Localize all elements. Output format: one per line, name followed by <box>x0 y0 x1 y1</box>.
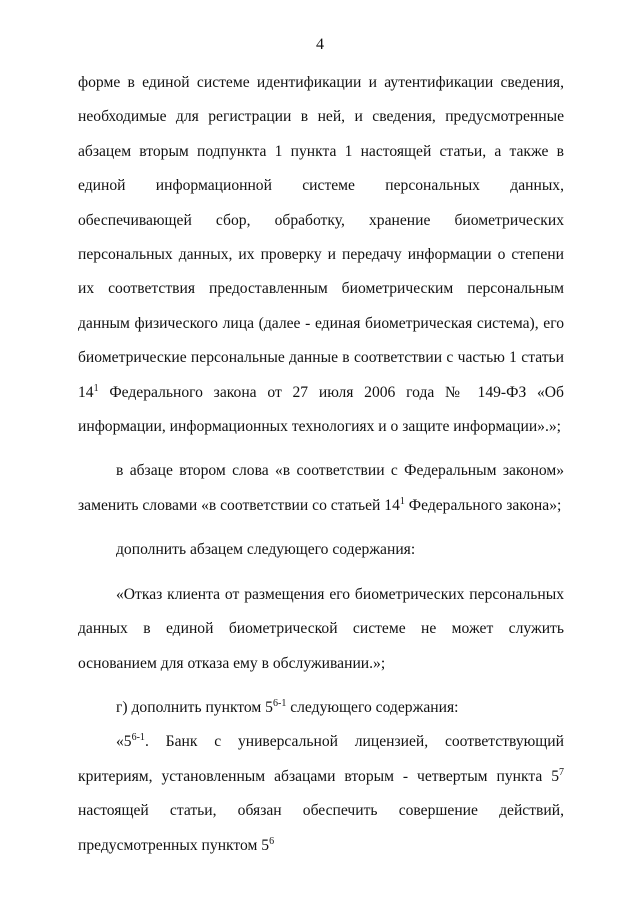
paragraph-3: дополнить абзацем следующего содержания: <box>116 541 416 559</box>
paragraph-6-text: . Банк с универсальной лицензией, соответствующий критериям, установленным абзацами вторым - четвертым пункта 5 <box>78 733 564 785</box>
page-number: 4 <box>316 36 324 53</box>
superscript: 7 <box>559 766 564 778</box>
superscript: 6-1 <box>272 697 287 709</box>
paragraph-6 <box>78 725 564 863</box>
superscript: 1 <box>399 495 405 507</box>
paragraph-5-text: г) дополнить пунктом 5 <box>116 698 273 716</box>
paragraph-6-text-start: «5 <box>116 733 132 751</box>
paragraph-1 <box>78 66 564 444</box>
paragraph-1-text: форме в единой системе идентификации и аутентификации сведения, необходимые для регистрации в ней, и сведения, предусмотренные абзацем вторым подпункта 1 пункта 1 настоящей статьи, а также в единой информационной системе персональных данных, обеспечивающей сбор, обработку, хранение биометрических персональных данных, их проверку и передачу информации о степени их соответствия предоставленным биометрическим персональным данным физического лица (далее - единая биометрическая система), его биометрические персональные данные в соответствии с частью 1 статьи 14 <box>78 74 564 401</box>
superscript: 6-1 <box>131 732 145 744</box>
document-body <box>78 66 564 863</box>
paragraph-4: «Отказ клиента от размещения его биометрических персональных данных в единой биометрической системе не может служить основанием для отказа ему в обслуживании.»; <box>78 585 564 672</box>
superscript: 6 <box>269 835 275 847</box>
paragraph-5 <box>78 691 564 725</box>
paragraph-2 <box>78 454 564 523</box>
paragraph-5-text-end: следующего содержания: <box>286 698 459 716</box>
superscript: 1 <box>93 382 99 394</box>
paragraph-2-text: в абзаце втором слова «в соответствии с Федеральным законом» заменить словами «в соответствии со статьей 14 <box>78 462 564 514</box>
paragraph-1-text-end: Федерального закона от 27 июля 2006 года № 149-ФЗ «Об информации, информационных технологиях и о защите информации».»; <box>78 383 564 436</box>
paragraph-6-text-mid: настоящей статьи, обязан обеспечить совершение действий, предусмотренных пунктом 5 <box>78 802 564 854</box>
paragraph-2-text-end: Федерального закона»; <box>404 496 562 514</box>
